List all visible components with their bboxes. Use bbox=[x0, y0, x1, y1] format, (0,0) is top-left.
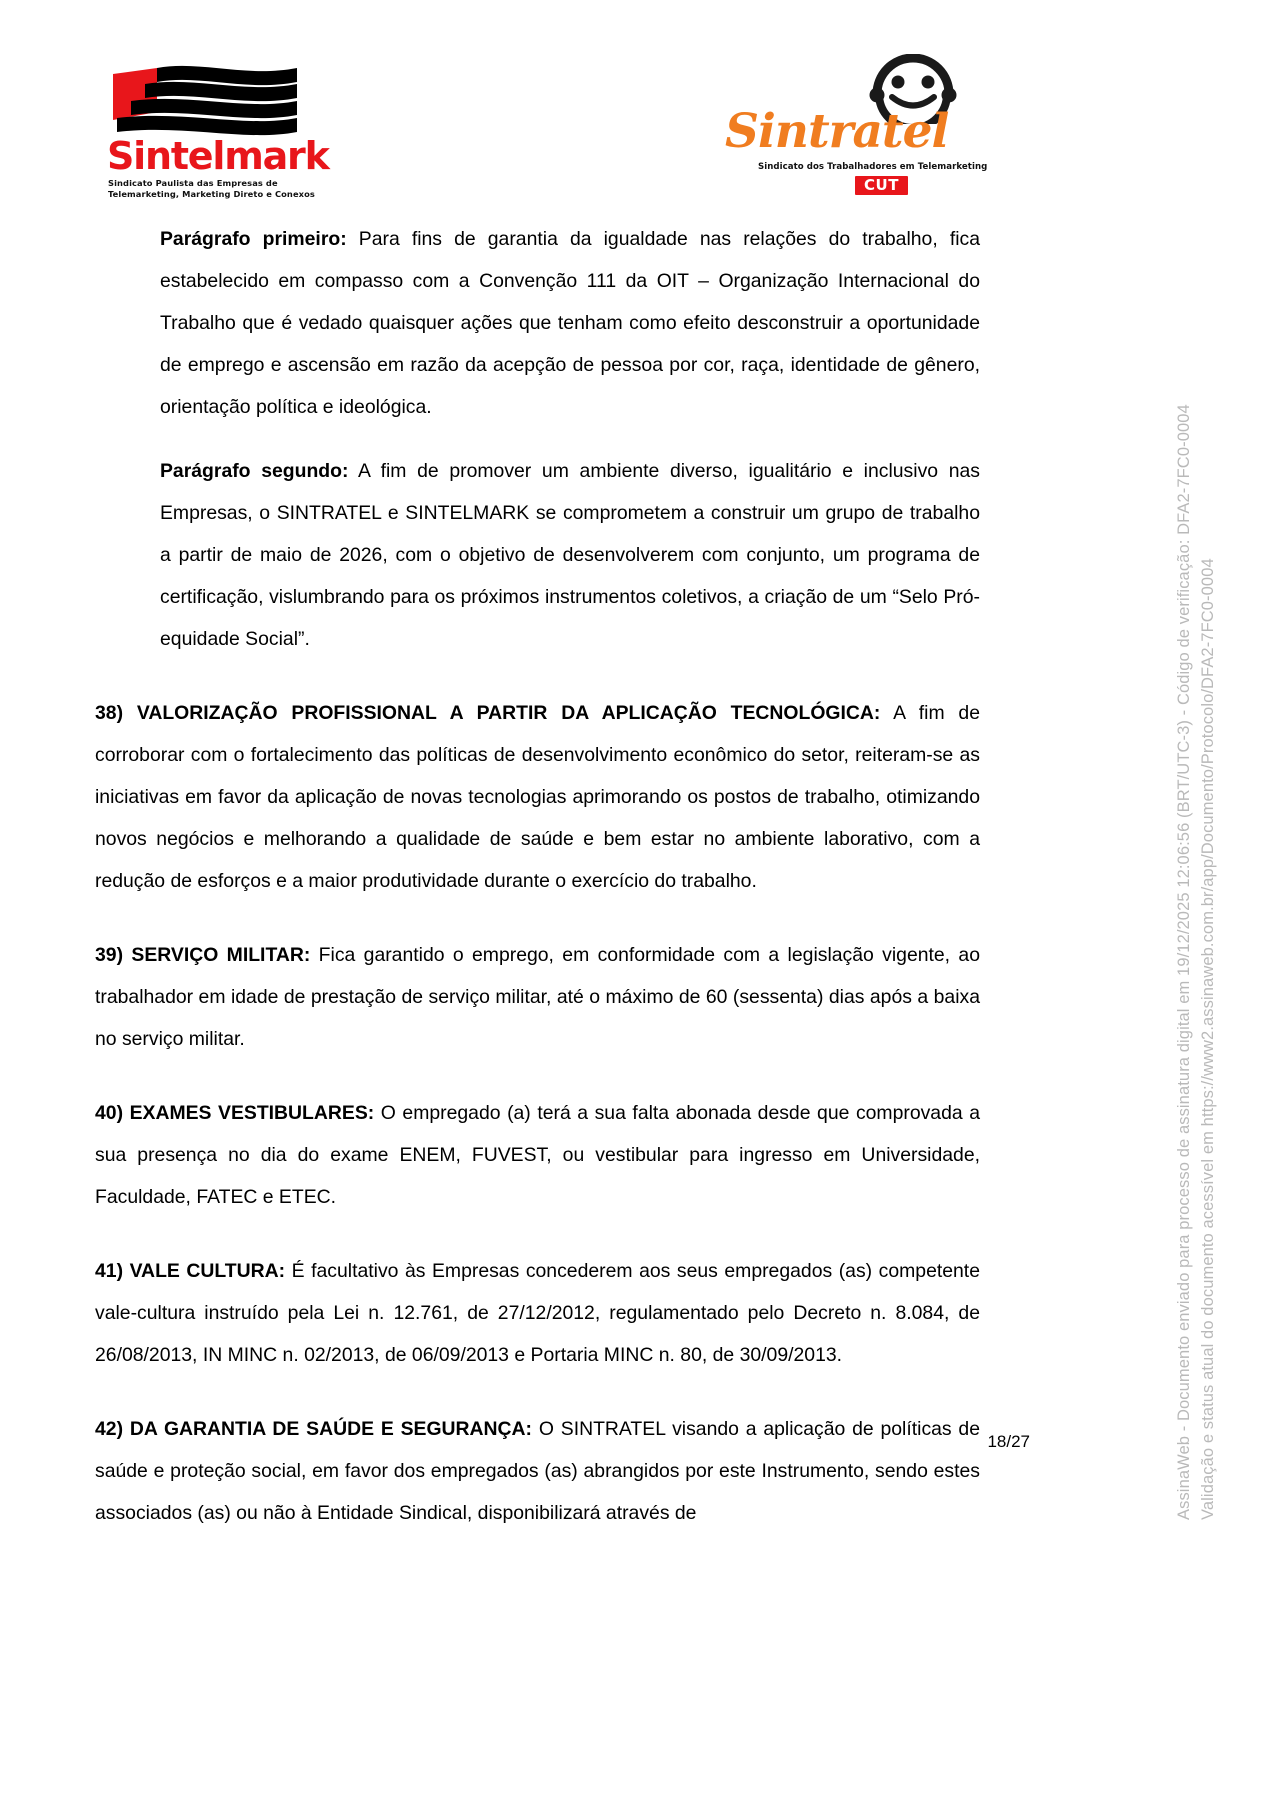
sintelmark-wordmark: Sintelmark bbox=[107, 134, 329, 178]
sintelmark-subtitle bbox=[108, 178, 378, 199]
assinaweb-sidebar-line1: AssinaWeb - Documento enviado para processo de assinatura digital em 19/12/2025 12:06:56 (BRT/UTC-3) - Código de verificação: DFA2-7FC0-0004 bbox=[1175, 404, 1193, 1520]
paragraph-label: Parágrafo primeiro: bbox=[160, 228, 347, 250]
paragraph-paragrafo-segundo bbox=[160, 450, 980, 660]
paragraph-clausula-38 bbox=[95, 692, 980, 902]
assinaweb-verification-sidebar bbox=[1152, 0, 1272, 1800]
paragraph-text: É facultativo às Empresas concederem aos seus empregados (as) competente vale-cultura instruído pela Lei n. 12.761, de 27/12/2012, regulamentado pelo Decreto n. 8.084, de 26/08/2013, IN MINC n. 02/2013, de 06/09/2013 e Portaria MINC n. 80, de 30/09/2013. bbox=[95, 1260, 980, 1366]
paragraph-clausula-42 bbox=[95, 1408, 980, 1534]
paragraph-clausula-39 bbox=[95, 934, 980, 1060]
paragraph-text: O SINTRATEL visando a aplicação de políticas de saúde e proteção social, em favor dos empregados (as) abrangidos por este Instrumento, sendo estes associados (as) ou não à Entidade Sindical, disponibilizará através de bbox=[95, 1418, 981, 1524]
paragraph-text: Fica garantido o emprego, em conformidade com a legislação vigente, ao trabalhador em idade de prestação de serviço militar, até o máximo de 60 (sessenta) dias após a baixa no serviço militar. bbox=[95, 944, 980, 1050]
sintelmark-subtitle-line2: Telemarketing, Marketing Direto e Conexos bbox=[108, 188, 315, 199]
document-header bbox=[95, 54, 1025, 199]
paragraph-label: 41) VALE CULTURA: bbox=[95, 1260, 286, 1282]
paragraph-label: 38) VALORIZAÇÃO PROFISSIONAL A PARTIR DA APLICAÇÃO TECNOLÓGICA: bbox=[95, 702, 881, 724]
paragraph-label: 40) EXAMES VESTIBULARES: bbox=[95, 1102, 375, 1124]
paragraph-paragrafo-primeiro bbox=[160, 218, 980, 428]
paragraph-label: Parágrafo segundo: bbox=[160, 460, 349, 482]
assinaweb-sidebar-line2: Validação e status atual do documento acessível em https://www2.assinaweb.com.br/app/Documento/Protocolo/DFA2-7FC0-0004 bbox=[1199, 558, 1217, 1520]
document-body bbox=[95, 218, 980, 1556]
paragraph-text: Para fins de garantia da igualdade nas relações do trabalho, fica estabelecido em compasso com a Convenção 111 da OIT – Organização Internacional do Trabalho que é vedado quaisquer ações que tenham como efeito desconstruir a oportunidade de emprego e ascensão em razão da acepção de pessoa por cor, raça, identidade de gênero, orientação política e ideológica. bbox=[160, 228, 980, 418]
sintratel-wordmark: Sintratel bbox=[725, 104, 949, 159]
sintratel-subtitle: Sindicato dos Trabalhadores em Telemarketing bbox=[758, 162, 988, 172]
paragraph-text: O empregado (a) terá a sua falta abonada desde que comprovada a sua presença no dia do exame ENEM, FUVEST, ou vestibular para ingresso em Universidade, Faculdade, FATEC e ETEC. bbox=[95, 1102, 980, 1208]
sintratel-logo bbox=[725, 54, 1025, 199]
paragraph-clausula-41 bbox=[95, 1250, 980, 1376]
page-number: 18/27 bbox=[987, 1432, 1030, 1451]
paragraph-label: 42) DA GARANTIA DE SAÚDE E SEGURANÇA: bbox=[95, 1418, 533, 1440]
sintelmark-logo bbox=[95, 54, 395, 199]
paragraph-label: 39) SERVIÇO MILITAR: bbox=[95, 944, 311, 966]
paragraph-text: A fim de corroborar com o fortalecimento das políticas de desenvolvimento econômico do setor, reiteram-se as iniciativas em favor da aplicação de novas tecnologias aprimorando os postos de trabalho, otimizando novos negócios e melhorando a qualidade de saúde e bem estar no ambiente laborativo, com a redução de esforços e a maior produtividade durante o exercício do trabalho. bbox=[95, 702, 981, 892]
cut-badge: CUT bbox=[855, 176, 908, 195]
paragraph-text: A fim de promover um ambiente diverso, igualitário e inclusivo nas Empresas, o SINTRATEL e SINTELMARK se comprometem a construir um grupo de trabalho a partir de maio de 2026, com o objetivo de desenvolverem com conjunto, um programa de certificação, vislumbrando para os próximos instrumentos coletivos, a criação de um “Selo Pró-equidade Social”. bbox=[160, 460, 980, 650]
sintelmark-subtitle-line1: Sindicato Paulista das Empresas de bbox=[108, 178, 278, 188]
paragraph-clausula-40 bbox=[95, 1092, 980, 1218]
